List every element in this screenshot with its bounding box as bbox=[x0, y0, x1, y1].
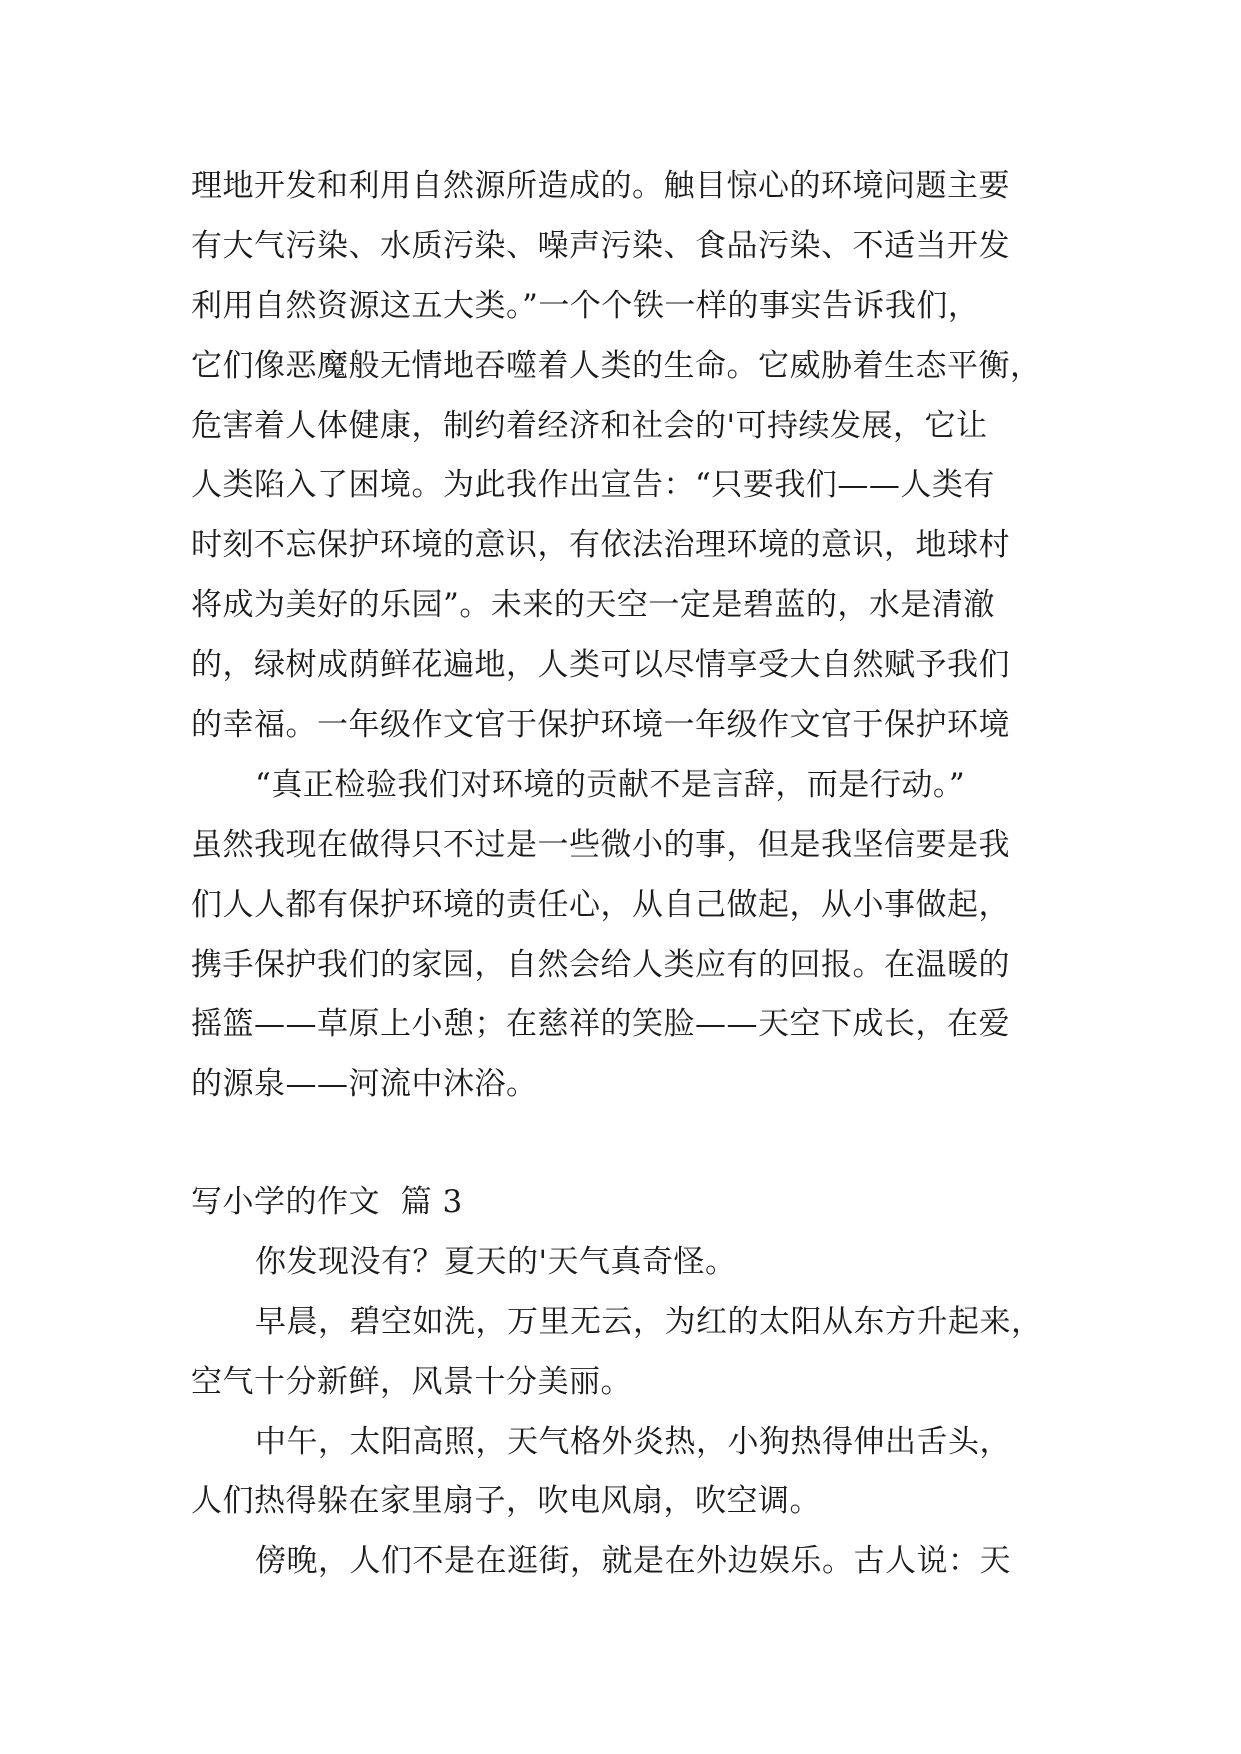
paragraph-line: 理地开发和利用自然源所造成的。触目惊心的环境问题主要 bbox=[191, 168, 1010, 204]
paragraph-line: 人们热得躲在家里扇子，吹电风扇，吹空调。 bbox=[191, 1483, 821, 1519]
paragraph-line: 中午，太阳高照，天气格外炎热，小狗热得伸出舌头， bbox=[255, 1424, 1011, 1460]
paragraph-line: 的，绿树成荫鲜花遍地，人类可以尽情享受大自然赋予我们 bbox=[191, 647, 1010, 683]
paragraph-line: 的源泉——河流中沐浴。 bbox=[191, 1066, 538, 1102]
paragraph-line: 利用自然资源这五大类。”一个个铁一样的事实告诉我们， bbox=[191, 288, 980, 324]
paragraph-line: 傍晚，人们不是在逛街，就是在外边娱乐。古人说：天 bbox=[255, 1543, 1011, 1579]
paragraph-line: 它们像恶魔般无情地吞噬着人类的生命。它威胁着生态平衡， bbox=[191, 348, 1042, 384]
paragraph-line: 时刻不忘保护环境的意识，有依法治理环境的意识，地球村 bbox=[191, 527, 1010, 563]
section-heading: 写小学的作文 篇 3 bbox=[191, 1184, 463, 1220]
paragraph-line: 危害着人体健康，制约着经济和社会的'可持续发展，它让 bbox=[191, 408, 988, 444]
paragraph-line: 有大气污染、水质污染、噪声污染、食品污染、不适当开发 bbox=[191, 228, 1010, 264]
paragraph-line: “真正检验我们对环境的贡献不是言辞，而是行动。” bbox=[255, 767, 966, 803]
paragraph-line: 人类陷入了困境。为此我作出宣告：“只要我们——人类有 bbox=[191, 467, 995, 503]
paragraph-line: 的幸福。一年级作文官于保护环境一年级作文官于保护环境 bbox=[191, 707, 1010, 743]
paragraph-line: 你发现没有？夏天的'天气真奇怪。 bbox=[255, 1244, 737, 1280]
paragraph-line: 们人人都有保护环境的责任心，从自己做起，从小事做起， bbox=[191, 887, 1010, 923]
paragraph-line: 虽然我现在做得只不过是一些微小的事，但是我坚信要是我 bbox=[191, 827, 1010, 863]
paragraph-line: 摇篮——草原上小憩；在慈祥的笑脸——天空下成长，在爱 bbox=[191, 1006, 1010, 1042]
paragraph-line: 空气十分新鲜，风景十分美丽。 bbox=[191, 1364, 632, 1400]
paragraph-line: 携手保护我们的家园，自然会给人类应有的回报。在温暖的 bbox=[191, 947, 1010, 983]
paragraph-line: 将成为美好的乐园”。未来的天空一定是碧蓝的，水是清澈 bbox=[191, 587, 995, 623]
paragraph-line: 早晨，碧空如洗，万里无云，为红的太阳从东方升起来， bbox=[255, 1304, 1043, 1340]
